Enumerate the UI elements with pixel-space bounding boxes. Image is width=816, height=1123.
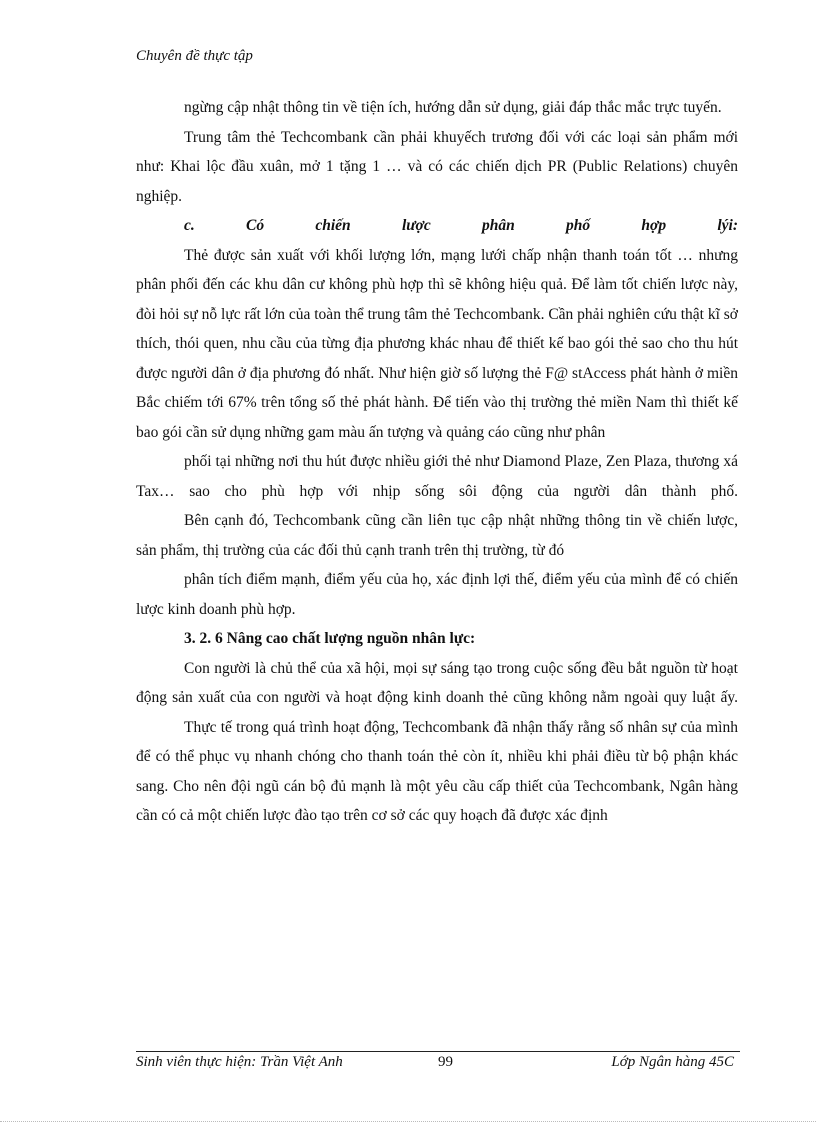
document-body — [136, 93, 738, 831]
footer-class-name: Lớp Ngân hàng 45C — [611, 1054, 734, 1070]
footer-page-number: 99 — [438, 1054, 453, 1070]
page-header-title: Chuyên đề thực tập — [136, 48, 253, 64]
section-heading-distribution: c. Có chiến lược phân phố hợp lýi: — [184, 217, 738, 234]
paragraph-distribution-south: phối tại những nơi thu hút được nhiều giới thẻ như Diamond Plaze, Zen Plaza, thương xá Tax… sao cho phù hợp với nhịp sống sôi động của người dân thành phố. — [136, 453, 738, 500]
page-bottom-dotted-border — [0, 1121, 816, 1122]
footer-student-name: Sinh viên thực hiện: Trần Việt Anh — [136, 1054, 343, 1070]
paragraph-analysis: phân tích điểm mạnh, điểm yếu của họ, xác định lợi thế, điểm yếu của mình để có chiến lược kinh doanh phù hợp. — [136, 571, 738, 618]
paragraph-promotion: Trung tâm thẻ Techcombank cần phải khuyếch trương đối với các loại sản phẩm mới như: Khai lộc đầu xuân, mở 1 tặng 1 … và có các chiến dịch PR (Public Relations) chuyên nghiệp. — [136, 128, 738, 205]
paragraph-competitors: Bên cạnh đó, Techcombank cũng cần liên tục cập nhật những thông tin về chiến lược, sản phẩm, thị trường của các đối thủ cạnh tranh trên thị trường, từ đó — [136, 512, 738, 559]
paragraph-distribution: Thẻ được sản xuất với khối lượng lớn, mạng lưới chấp nhận thanh toán tốt … nhưng phân phối đến các khu dân cư không phù hợp thì sẽ không hiệu quả. Để làm tốt chiến lược này, đòi hỏi sự nỗ lực rất lớn của toàn thể trung tâm thẻ Techcombank. Cần phải nghiên cứu thật kĩ sở thích, thói quen, nhu cầu của từng địa phương khác nhau để thiết kế bao gói thẻ sao cho thu hút được người dân ở địa phương đó nhất. Như hiện giờ số lượng thẻ F@ stAccess phát hành ở miền Bắc chiếm tới 67% trên tổng số thẻ phát hành. Để tiến vào thị trường thẻ miền Nam thì thiết kế bao gói cần sử dụng những gam màu ấn tượng và quảng cáo cũng như phân — [136, 246, 738, 441]
paragraph-staffing: Thực tế trong quá trình hoạt động, Techcombank đã nhận thấy rằng số nhân sự của mình để có thể phục vụ nhanh chóng cho thanh toán thẻ còn ít, nhiều khi phải điều từ bộ phận khác sang. Cho nên đội ngũ cán bộ đủ mạnh là một yêu cầu cấp thiết của Techcombank, Ngân hàng cần có cả một chiến lược đào tạo trên cơ sở các quy hoạch đã được xác định — [136, 718, 738, 824]
page-footer — [136, 1054, 740, 1076]
paragraph-online-support: ngừng cập nhật thông tin về tiện ích, hướng dẫn sử dụng, giải đáp thắc mắc trực tuyến. — [184, 99, 722, 116]
paragraph-human-role: Con người là chủ thể của xã hội, mọi sự sáng tạo trong cuộc sống đều bắt nguồn từ hoạt động sản xuất của con người và hoạt động kinh doanh thẻ cũng không nằm ngoài quy luật ấy. — [136, 659, 738, 706]
footer-divider — [136, 1051, 740, 1052]
section-heading-human-resources: 3. 2. 6 Nâng cao chất lượng nguồn nhân lực: — [184, 630, 476, 647]
